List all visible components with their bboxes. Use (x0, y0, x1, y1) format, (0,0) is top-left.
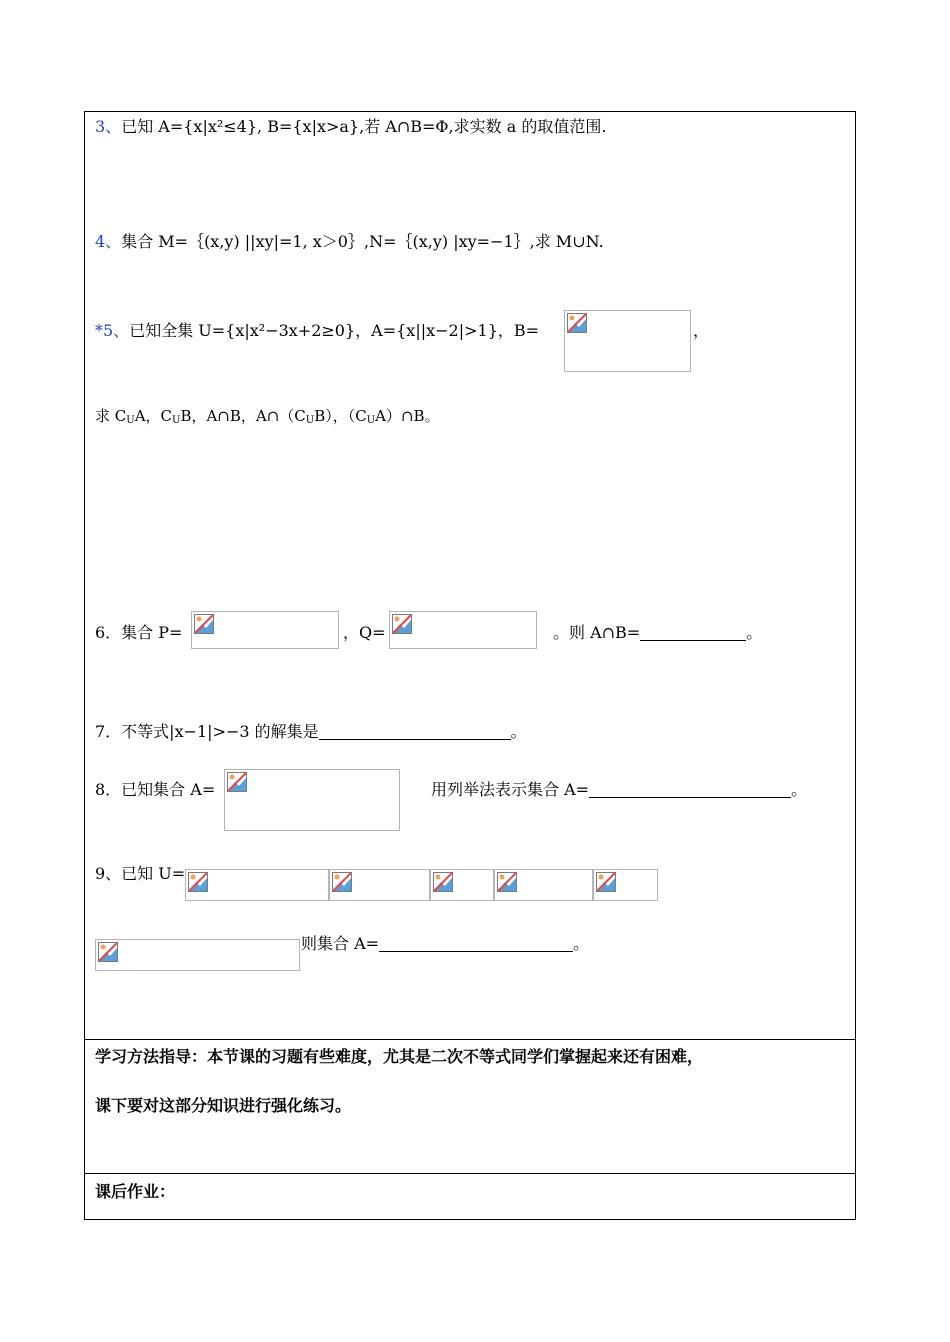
question-5-text: 已知全集 U={x|x²−3x+2≥0}，A={x||x−2|>1}，B= (129, 321, 540, 340)
homework-label (95, 1182, 175, 1202)
then-text: 。则 A∩B= (553, 623, 641, 642)
set-a-text: 则集合 A= (301, 934, 380, 953)
formula-image-p (191, 611, 339, 649)
method-text-2: 课下要对这部分知识进行强化练习。 (95, 1096, 352, 1115)
line2-d: A）∩B。 (375, 407, 440, 425)
formula-image-q (389, 611, 537, 649)
question-6-label (95, 623, 182, 643)
broken-image-icon (188, 872, 208, 892)
line2-b: B，A∩B，A∩（C (180, 407, 306, 425)
question-3-text: 已知 A={x|x²≤4}, B={x|x>a},若 A∩B=Φ,求实数 a 的取值范围. (121, 117, 607, 136)
question-7-text: 7．不等式|x−1|>−3 的解集是 (95, 722, 319, 741)
row-divider-homework (84, 1173, 856, 1174)
end-text: 。 (573, 934, 590, 953)
q-label-text: ，Q= (343, 623, 386, 642)
broken-image-icon (332, 872, 352, 892)
formula-image-b (564, 310, 691, 372)
homework-text: 课后作业： (95, 1182, 176, 1201)
question-7 (95, 722, 527, 742)
answer-blank-6[interactable] (640, 624, 746, 641)
end-text: 。 (510, 722, 527, 741)
broken-image-icon (497, 872, 517, 892)
question-5-number: *5、 (95, 321, 130, 340)
comma-text: ， (693, 321, 710, 340)
question-8-label (95, 780, 215, 800)
formula-image-9e (593, 869, 658, 901)
line2-a: A，C (134, 407, 172, 425)
method-guidance-line-1 (95, 1047, 703, 1067)
question-3 (95, 117, 606, 137)
end-text: 。 (791, 780, 808, 799)
question-5 (95, 321, 539, 341)
question-6-text: 6．集合 P= (95, 623, 183, 642)
question-5-comma (693, 321, 709, 341)
subscript-u: U (366, 415, 376, 426)
formula-image-9f (95, 939, 300, 971)
subscript-u: U (305, 415, 315, 426)
method-text-1: 学习方法指导：本节课的习题有些难度，尤其是二次不等式同学们掌握起来还有困难， (95, 1047, 704, 1066)
formula-image-u (185, 869, 329, 901)
broken-image-icon (433, 872, 453, 892)
question-9-label (95, 864, 185, 884)
broken-image-icon (227, 772, 247, 792)
broken-image-icon (567, 313, 587, 333)
answer-blank-7[interactable] (319, 723, 511, 740)
question-8-text: 8．已知集合 A= (95, 780, 216, 799)
row-divider-method (84, 1039, 856, 1040)
formula-image-a (224, 769, 400, 831)
answer-blank-8[interactable] (589, 781, 791, 798)
question-6-q-label (343, 623, 386, 643)
list-method-text: 用列举法表示集合 A= (431, 780, 590, 799)
broken-image-icon (98, 942, 118, 962)
line2-pre: 求 C (95, 407, 127, 425)
question-3-number: 3、 (95, 117, 122, 136)
broken-image-icon (596, 872, 616, 892)
answer-blank-9[interactable] (379, 935, 573, 952)
formula-image-9d (494, 869, 593, 901)
formula-image-9c (430, 869, 494, 901)
method-guidance-line-2 (95, 1096, 351, 1116)
end-text: 。 (746, 623, 763, 642)
broken-image-icon (194, 614, 214, 634)
question-4-text: 集合 M=｛(x,y) ||xy|=1, x＞0｝,N=｛(x,y) |xy=−1｝,求 M∪N. (121, 232, 604, 251)
question-4-number: 4、 (95, 232, 122, 251)
question-5-line-2 (95, 406, 440, 431)
question-6-answer (553, 623, 762, 643)
broken-image-icon (392, 614, 412, 634)
line2-c: B），（C (314, 407, 367, 425)
question-9-text: 9、已知 U= (95, 864, 186, 883)
subscript-u: U (172, 415, 181, 426)
subscript-u: U (126, 415, 135, 426)
formula-image-9b (329, 869, 430, 901)
question-4 (95, 232, 604, 252)
question-9-answer (301, 934, 589, 954)
question-8-answer (431, 780, 807, 800)
